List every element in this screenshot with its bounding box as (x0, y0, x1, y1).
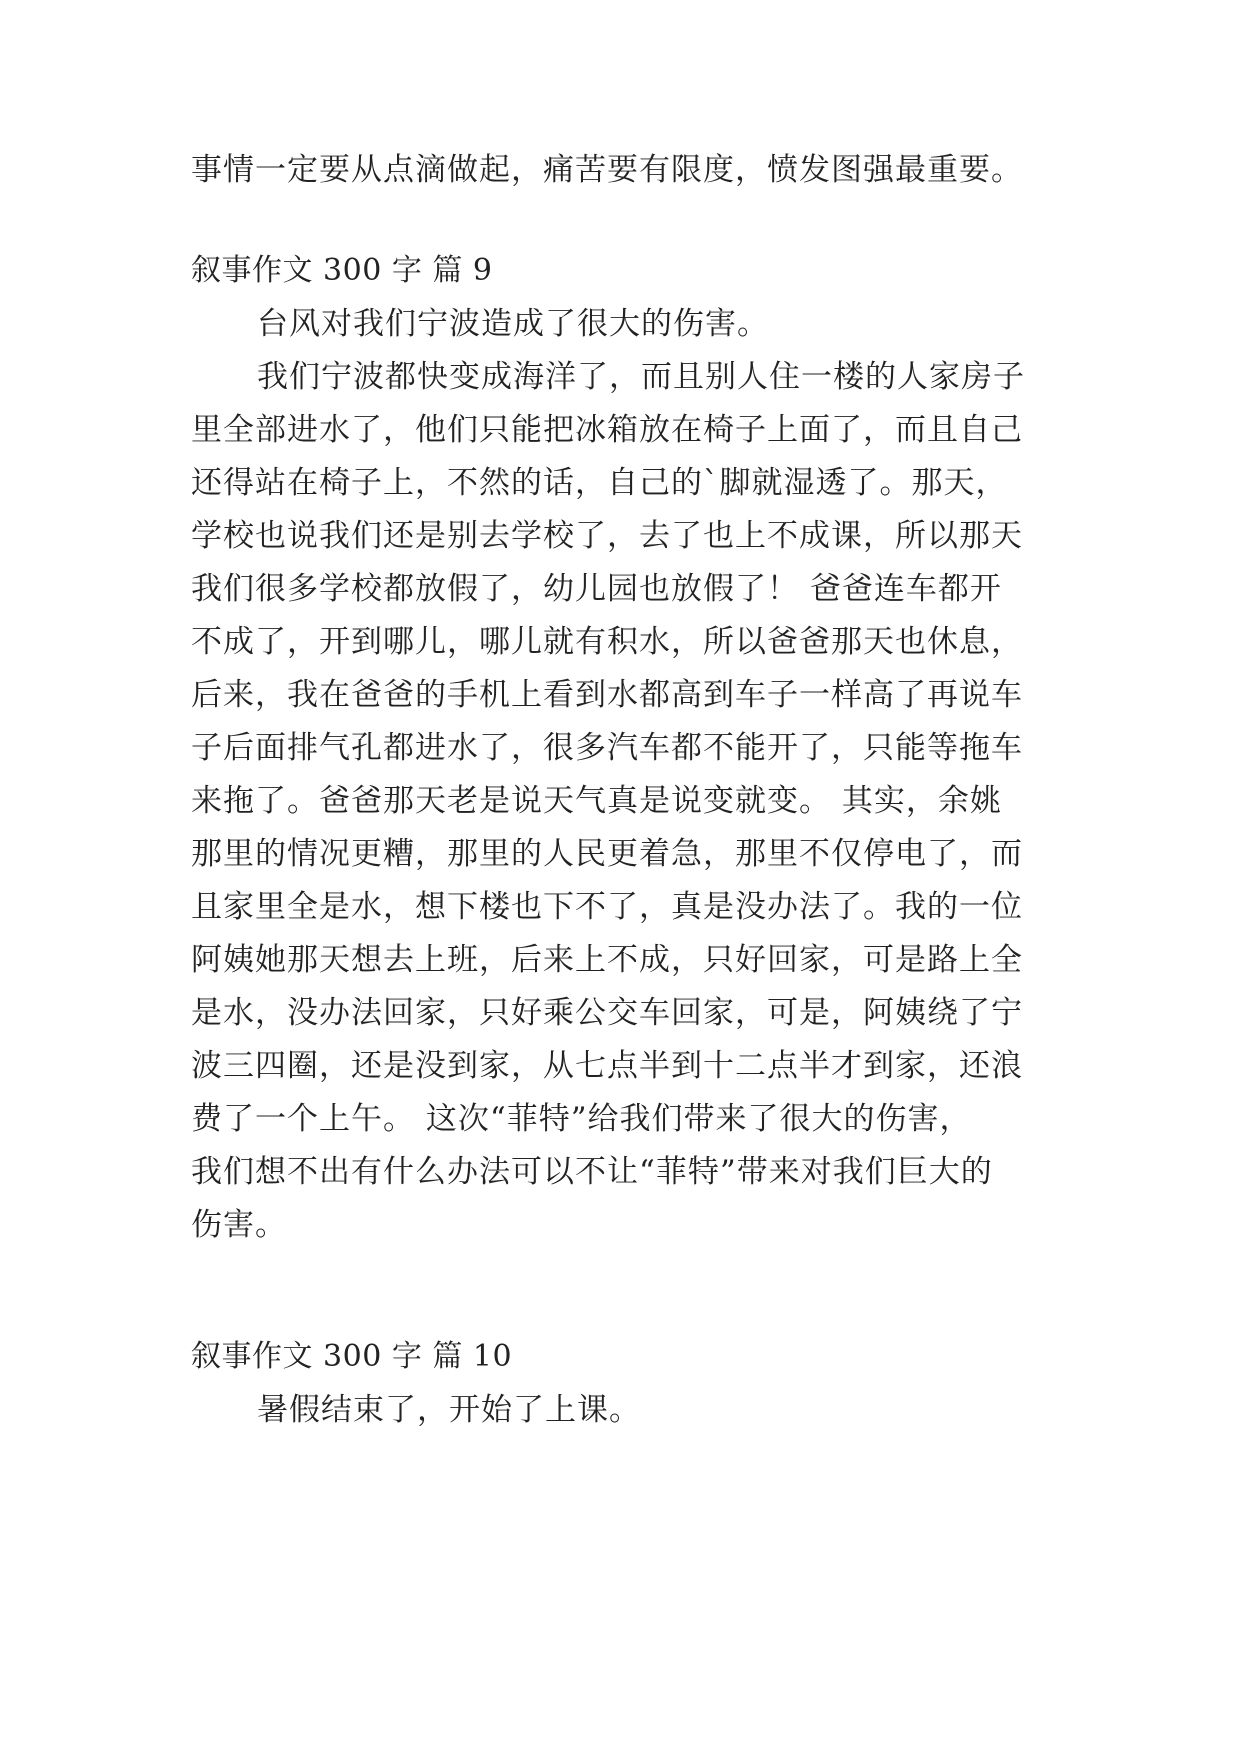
paragraph-line: 台风对我们宁波造成了很大的伤害。 (257, 306, 769, 342)
section-heading: 叙事作文 300 字 篇 10 (191, 1339, 513, 1374)
paragraph-line: 伤害。 (191, 1207, 287, 1243)
paragraph-line: 来拖了。爸爸那天老是说天气真是说变就变。 其实，余姚 (191, 783, 1002, 819)
paragraph-line: 我们想不出有什么办法可以不让“菲特”带来对我们巨大的 (191, 1154, 993, 1190)
paragraph-line: 我们很多学校都放假了，幼儿园也放假了！ 爸爸连车都开 (191, 571, 1002, 607)
paragraph-line: 那里的情况更糟，那里的人民更着急，那里不仅停电了，而 (191, 836, 1023, 872)
paragraph-line: 不成了，开到哪儿，哪儿就有积水，所以爸爸那天也休息， (191, 624, 1023, 660)
paragraph-line: 事情一定要从点滴做起，痛苦要有限度，愤发图强最重要。 (191, 152, 1023, 188)
paragraph-line: 后来，我在爸爸的手机上看到水都高到车子一样高了再说车 (191, 677, 1023, 713)
paragraph-line: 阿姨她那天想去上班，后来上不成，只好回家，可是路上全 (191, 942, 1023, 978)
section-heading: 叙事作文 300 字 篇 9 (191, 253, 493, 288)
paragraph-line: 是水，没办法回家，只好乘公交车回家，可是，阿姨绕了宁 (191, 995, 1023, 1031)
paragraph-line: 还得站在椅子上，不然的话，自己的`脚就湿透了。那天， (191, 465, 1008, 501)
paragraph-line: 子后面排气孔都进水了，很多汽车都不能开了，只能等拖车 (191, 730, 1023, 766)
paragraph-line: 且家里全是水，想下楼也下不了，真是没办法了。我的一位 (191, 889, 1023, 925)
paragraph-line: 波三四圈，还是没到家，从七点半到十二点半才到家，还浪 (191, 1048, 1023, 1084)
paragraph-line: 暑假结束了，开始了上课。 (257, 1392, 641, 1428)
paragraph-line: 学校也说我们还是别去学校了，去了也上不成课，所以那天 (191, 518, 1023, 554)
paragraph-line: 我们宁波都快变成海洋了，而且别人住一楼的人家房子 (257, 359, 1025, 395)
paragraph-line: 里全部进水了，他们只能把冰箱放在椅子上面了，而且自己 (191, 412, 1023, 448)
paragraph-line: 费了一个上午。 这次“菲特”给我们带来了很大的伤害， (191, 1101, 972, 1137)
